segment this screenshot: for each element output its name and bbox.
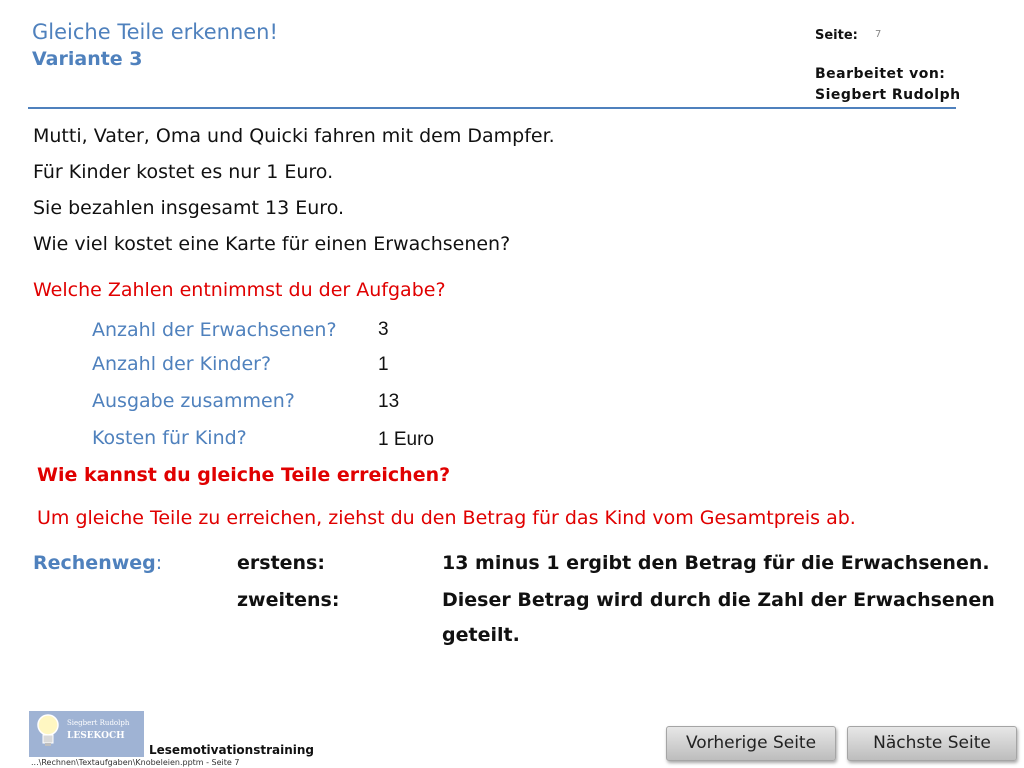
rechenweg-colon: :: [155, 552, 163, 574]
slide-title: Gleiche Teile erkennen!: [32, 20, 278, 44]
number-value-child-cost: 1 Euro: [378, 429, 434, 450]
task-line: Sie bezahlen insgesamt 13 Euro.: [33, 197, 345, 219]
step-text-second-cont: geteilt.: [442, 624, 520, 646]
slide-subtitle: Variante 3: [32, 48, 143, 70]
step-label-second: zweitens:: [237, 589, 340, 611]
page-label: Seite:: [815, 28, 858, 43]
number-label-child-cost: Kosten für Kind?: [92, 427, 247, 449]
editor-name: Siegbert Rudolph: [815, 87, 961, 103]
answer-equal-parts: Um gleiche Teile zu erreichen, ziehst du den Betrag für das Kind vom Gesamtpreis ab.: [37, 507, 856, 529]
number-label-total: Ausgabe zusammen?: [92, 390, 295, 412]
rechenweg-label-text: Rechenweg: [33, 552, 156, 574]
footer-title: Lesemotivationstraining: [149, 743, 315, 757]
footer-file-path: ...\Rechnen\Textaufgaben\Knobeleien.pptm - Seite 7: [31, 758, 240, 767]
header-divider: [28, 107, 956, 109]
number-value-children: 1: [378, 354, 389, 375]
rechenweg-label: [33, 552, 162, 574]
step-text-second: Dieser Betrag wird durch die Zahl der Erwachsenen: [442, 589, 995, 611]
step-text-first: 13 minus 1 ergibt den Betrag für die Erwachsenen.: [442, 552, 990, 574]
previous-page-button[interactable]: Vorherige Seite: [666, 726, 836, 761]
task-line: Wie viel kostet eine Karte für einen Erwachsenen?: [33, 233, 511, 255]
edited-by-label: Bearbeitet von:: [815, 66, 946, 82]
next-page-button[interactable]: Nächste Seite: [847, 726, 1017, 761]
question-numbers: Welche Zahlen entnimmst du der Aufgabe?: [33, 279, 446, 301]
logo-author: Siegbert Rudolph: [67, 719, 130, 727]
task-line: Für Kinder kostet es nur 1 Euro.: [33, 161, 334, 183]
number-label-adults: Anzahl der Erwachsenen?: [92, 319, 337, 341]
lightbulb-icon: [35, 713, 61, 749]
number-value-total: 13: [378, 391, 400, 412]
task-line: Mutti, Vater, Oma und Quicki fahren mit dem Dampfer.: [33, 125, 555, 147]
lesekoch-logo: [29, 711, 144, 757]
number-value-adults: 3: [378, 319, 389, 340]
logo-brand: LESEKOCH: [67, 731, 125, 741]
page-number: 7: [875, 29, 882, 40]
question-equal-parts: Wie kannst du gleiche Teile erreichen?: [37, 464, 451, 486]
step-label-first: erstens:: [237, 552, 325, 574]
number-label-children: Anzahl der Kinder?: [92, 353, 272, 375]
